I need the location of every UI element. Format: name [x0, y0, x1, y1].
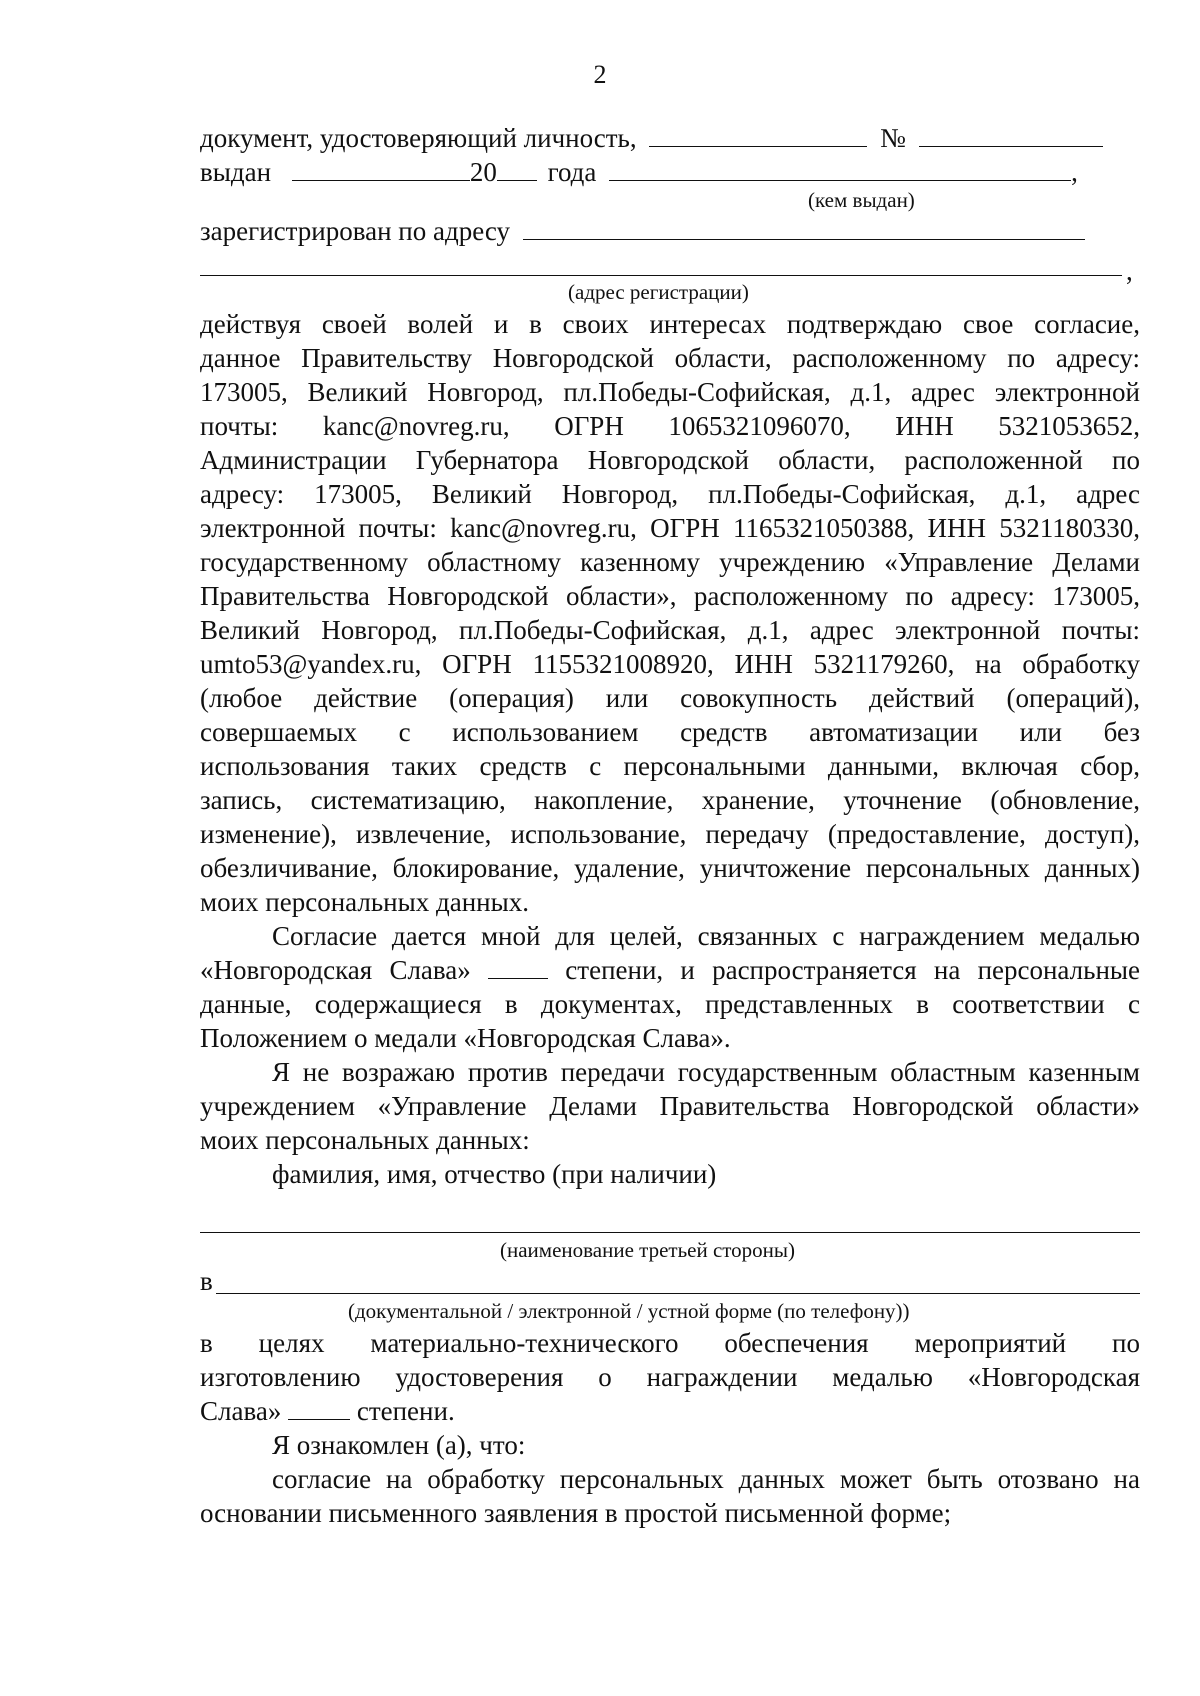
consent-line: изменение), извлечение, использование, передачу (предоставление, доступ),: [200, 819, 1140, 849]
consent-line: запись, систематизацию, накопление, хранение, уточнение (обновление,: [200, 785, 1140, 815]
transfer-form-blank[interactable]: [216, 1293, 1140, 1294]
goal-degree-word: степени.: [356, 1396, 455, 1426]
transfer-line-last: моих персональных данных:: [200, 1125, 530, 1155]
consent-line-last: моих персональных данных.: [200, 887, 530, 917]
consent-line: Правительства Новгородской области», расположенному по адресу: 173005,: [200, 581, 1140, 611]
consent-line: почты: kanc@novreg.ru, ОГРН 1065321096070, ИНН 5321053652,: [200, 411, 1140, 441]
goal-degree-blank[interactable]: [288, 1397, 350, 1420]
purpose-line-last: Положением о медали «Новгородская Слава».: [200, 1023, 731, 1053]
issue-date-blank[interactable]: [292, 158, 470, 181]
acknowledged-line: Я ознакомлен (а), что:: [272, 1430, 526, 1460]
purpose-line: Согласие дается мной для целей, связанных с награждением медалью: [272, 921, 1140, 951]
registered-line: [200, 214, 1140, 248]
transfer-form-caption: (документальной / электронной / устной форме (по телефону)): [348, 1299, 910, 1323]
year-prefix: 20: [469, 157, 497, 187]
transferred-data-item: фамилия, имя, отчество (при наличии): [272, 1159, 717, 1189]
consent-line: обезличивание, блокирование, удаление, уничтожение персональных данных): [200, 853, 1140, 883]
consent-line: 173005, Великий Новгород, пл.Победы-Софийская, д.1, адрес электронной: [200, 377, 1140, 407]
purpose-line-rest: степени, и распространяется на персональные: [565, 955, 1141, 985]
consent-line: государственному областному казенному учреждению «Управление Делами: [200, 547, 1140, 577]
revocation-line: согласие на обработку персональных данных может быть отозвано на: [272, 1464, 1140, 1494]
goal-medal: Слава»: [200, 1396, 282, 1426]
purpose-line: данные, содержащиеся в документах, представленных в соответствии с: [200, 989, 1140, 1019]
consent-line: адресу: 173005, Великий Новгород, пл.Победы-Софийская, д.1, адрес: [200, 479, 1140, 509]
consent-line: Администрации Губернатора Новгородской области, расположенной по: [200, 445, 1140, 475]
year-suffix: года: [547, 157, 597, 187]
id-number-blank[interactable]: [919, 124, 1103, 147]
goal-line-last: [200, 1394, 1140, 1428]
goal-line: в целях материально-технического обеспечения мероприятий по: [200, 1328, 1140, 1358]
issued-by-blank[interactable]: [609, 158, 1071, 181]
registration-address-blank-2[interactable]: [200, 275, 1122, 276]
transfer-line: учреждением «Управление Делами Правительства Новгородской области»: [200, 1091, 1140, 1121]
consent-line: Великий Новгород, пл.Победы-Софийская, д.1, адрес электронной почты:: [200, 615, 1140, 645]
id-document-blank[interactable]: [649, 124, 867, 147]
year-blank[interactable]: [497, 158, 537, 181]
third-party-caption: (наименование третьей стороны): [500, 1238, 796, 1262]
issued-label: выдан: [200, 157, 272, 187]
transfer-line: Я не возражаю против передачи государственным областным казенным: [272, 1057, 1140, 1087]
form-prefix: в: [200, 1266, 213, 1296]
goal-line: изготовлению удостоверения о награждении медалью «Новгородская: [200, 1362, 1140, 1392]
consent-line: umto53@yandex.ru, ОГРН 1155321008920, ИНН 5321179260, на обработку: [200, 649, 1140, 679]
third-party-blank[interactable]: [200, 1232, 1140, 1233]
consent-line: электронной почты: kanc@novreg.ru, ОГРН 1165321050388, ИНН 5321180330,: [200, 513, 1140, 543]
id-document-line: [200, 121, 1140, 155]
issued-comma: ,: [1071, 157, 1078, 187]
revocation-line-last: основании письменного заявления в простой письменной форме;: [200, 1498, 952, 1528]
consent-line: совершаемых с использованием средств автоматизации или без: [200, 717, 1140, 747]
issued-by-caption: (кем выдан): [808, 188, 915, 212]
medal-name: «Новгородская Слава»: [200, 955, 471, 985]
number-sign: №: [880, 123, 906, 153]
id-document-label: документ, удостоверяющий личность,: [200, 123, 637, 153]
medal-degree-blank[interactable]: [488, 956, 548, 979]
consent-line: (любое действие (операция) или совокупность действий (операций),: [200, 683, 1140, 713]
purpose-line-medal: [200, 953, 1140, 987]
consent-line: данное Правительству Новгородской области, расположенному по адресу:: [200, 343, 1140, 373]
registration-address-blank[interactable]: [523, 217, 1085, 240]
page-number: 2: [593, 60, 607, 89]
registered-label: зарегистрирован по адресу: [200, 216, 510, 246]
consent-line: использования таких средств с персональными данными, включая сбор,: [200, 751, 1140, 781]
registration-comma: ,: [1126, 256, 1133, 286]
issued-line: [200, 155, 1140, 189]
consent-line: действуя своей волей и в своих интересах подтверждаю свое согласие,: [200, 309, 1140, 339]
registration-address-caption: (адрес регистрации): [568, 280, 749, 304]
